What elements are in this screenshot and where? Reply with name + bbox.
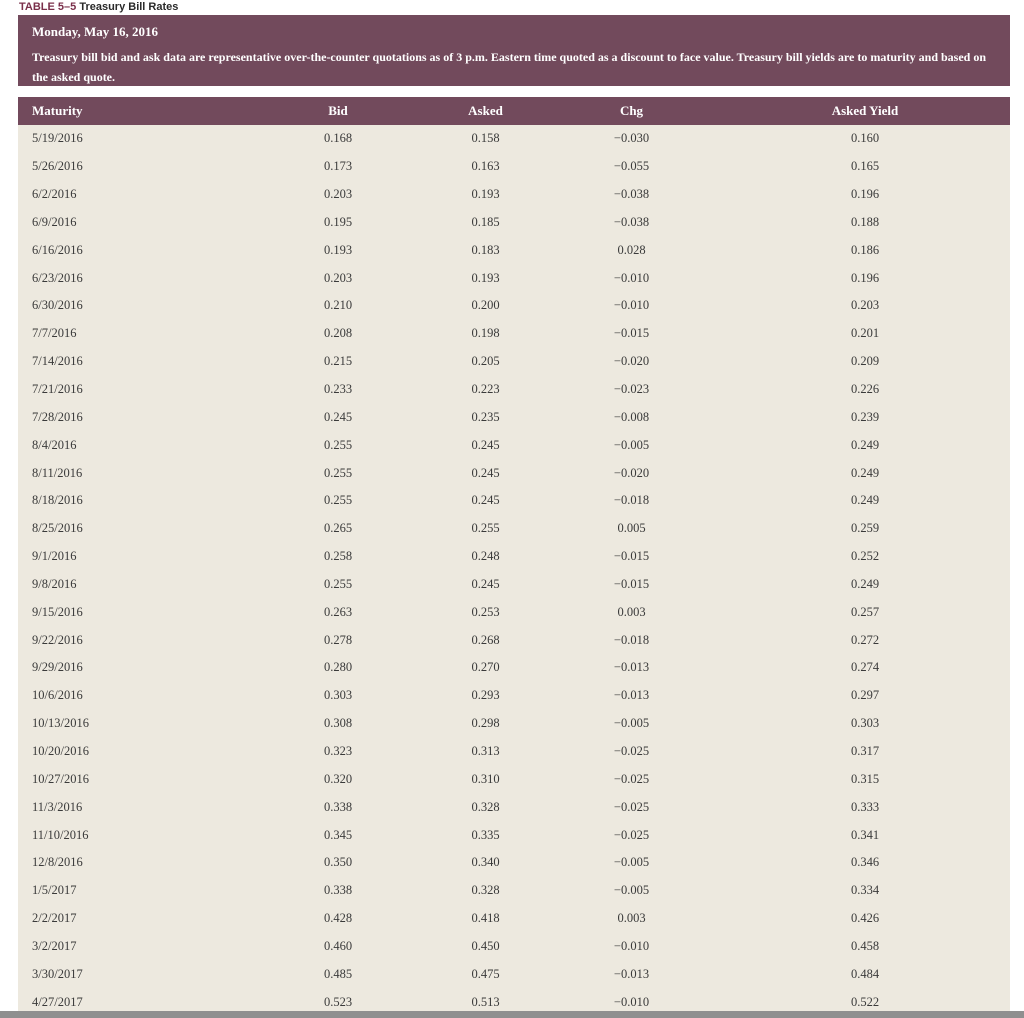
cell-bid: 0.338 <box>323 883 353 898</box>
cell-maturity: 7/28/2016 <box>32 409 83 424</box>
cell-bid: 0.278 <box>323 632 353 647</box>
cell-chg: −0.023 <box>613 382 650 397</box>
cell-maturity: 5/19/2016 <box>32 131 83 146</box>
cell-bid: 0.485 <box>323 966 353 981</box>
cell-asked-yield: 0.186 <box>850 242 880 257</box>
cell-asked-yield: 0.249 <box>850 493 880 508</box>
cell-asked: 0.475 <box>471 966 500 981</box>
table-row <box>18 459 1010 487</box>
cell-asked-yield: 0.522 <box>850 994 880 1009</box>
cell-chg: 0.005 <box>617 521 646 536</box>
cell-asked-yield: 0.334 <box>850 883 880 898</box>
cell-asked: 0.513 <box>471 994 500 1009</box>
cell-asked-yield: 0.484 <box>850 966 880 981</box>
cell-asked-yield: 0.249 <box>850 465 880 480</box>
table-row <box>18 320 1010 348</box>
cell-asked: 0.193 <box>471 187 500 202</box>
table-row <box>18 765 1010 793</box>
cell-maturity: 4/27/2017 <box>32 994 83 1009</box>
cell-asked: 0.205 <box>471 354 500 369</box>
column-header-chg: Chg <box>543 97 720 125</box>
cell-bid: 0.338 <box>323 799 353 814</box>
cell-asked-yield: 0.209 <box>850 354 880 369</box>
cell-asked: 0.328 <box>471 883 500 898</box>
cell-asked: 0.183 <box>471 242 500 257</box>
cell-asked-yield: 0.226 <box>850 382 880 397</box>
cell-bid: 0.173 <box>323 159 353 174</box>
table-row <box>18 153 1010 181</box>
table-row <box>18 793 1010 821</box>
table-caption <box>19 0 178 14</box>
page-bottom-edge <box>0 1011 1024 1018</box>
cell-bid: 0.255 <box>323 576 353 591</box>
cell-bid: 0.193 <box>323 242 353 257</box>
cell-chg: −0.005 <box>613 716 650 731</box>
column-header-asked: Asked <box>428 97 543 125</box>
cell-chg: −0.025 <box>613 827 650 842</box>
cell-asked: 0.253 <box>471 604 500 619</box>
table-row <box>18 626 1010 654</box>
cell-chg: −0.020 <box>613 465 650 480</box>
table-body <box>18 125 1010 1012</box>
quote-date: Monday, May 16, 2016 <box>32 24 159 39</box>
cell-chg: −0.015 <box>613 549 650 564</box>
table-row <box>18 821 1010 849</box>
cell-bid: 0.350 <box>323 855 353 870</box>
cell-chg: −0.005 <box>613 437 650 452</box>
cell-asked-yield: 0.458 <box>850 938 880 953</box>
cell-maturity: 10/13/2016 <box>32 716 89 731</box>
table-row <box>18 571 1010 599</box>
cell-maturity: 9/8/2016 <box>32 576 77 591</box>
cell-asked: 0.248 <box>471 549 500 564</box>
cell-asked-yield: 0.346 <box>850 855 880 870</box>
cell-chg: −0.010 <box>613 298 650 313</box>
cell-maturity: 6/16/2016 <box>32 242 83 257</box>
cell-asked: 0.158 <box>471 131 500 146</box>
table-row <box>18 932 1010 960</box>
cell-maturity: 6/9/2016 <box>32 214 77 229</box>
cell-chg: −0.055 <box>613 159 650 174</box>
cell-asked: 0.268 <box>471 632 500 647</box>
cell-maturity: 2/2/2017 <box>32 911 77 926</box>
cell-asked: 0.200 <box>471 298 500 313</box>
cell-asked-yield: 0.252 <box>850 549 880 564</box>
table-title: Treasury Bill Rates <box>79 1 179 13</box>
cell-maturity: 10/27/2016 <box>32 771 89 786</box>
cell-bid: 0.255 <box>323 493 353 508</box>
cell-chg: −0.013 <box>613 966 650 981</box>
cell-asked: 0.193 <box>471 270 500 285</box>
cell-asked-yield: 0.426 <box>850 911 880 926</box>
cell-asked: 0.245 <box>471 576 500 591</box>
table-row <box>18 236 1010 264</box>
table-header-box <box>18 15 1010 86</box>
table-row <box>18 209 1010 237</box>
cell-maturity: 11/3/2016 <box>32 799 83 814</box>
treasury-bill-table <box>18 97 1010 1012</box>
cell-chg: 0.003 <box>617 604 646 619</box>
cell-asked: 0.235 <box>471 409 500 424</box>
cell-bid: 0.345 <box>323 827 353 842</box>
cell-bid: 0.210 <box>323 298 353 313</box>
cell-asked: 0.310 <box>471 771 500 786</box>
cell-maturity: 8/25/2016 <box>32 521 83 536</box>
table-row <box>18 515 1010 543</box>
cell-bid: 0.303 <box>323 688 353 703</box>
cell-asked: 0.223 <box>471 382 500 397</box>
cell-asked-yield: 0.274 <box>850 660 880 675</box>
table-row <box>18 877 1010 905</box>
cell-asked-yield: 0.203 <box>850 298 880 313</box>
cell-asked-yield: 0.196 <box>850 270 880 285</box>
cell-maturity: 9/29/2016 <box>32 660 83 675</box>
cell-asked-yield: 0.333 <box>850 799 880 814</box>
cell-maturity: 12/8/2016 <box>32 855 83 870</box>
cell-maturity: 8/11/2016 <box>32 465 83 480</box>
header-row <box>18 97 1010 125</box>
cell-asked: 0.245 <box>471 465 500 480</box>
cell-chg: −0.018 <box>613 632 650 647</box>
cell-maturity: 9/1/2016 <box>32 549 77 564</box>
cell-bid: 0.203 <box>323 187 353 202</box>
cell-maturity: 11/10/2016 <box>32 827 89 842</box>
table-row <box>18 403 1010 431</box>
cell-bid: 0.460 <box>323 938 353 953</box>
cell-bid: 0.255 <box>323 465 353 480</box>
cell-chg: −0.008 <box>613 409 650 424</box>
table-row <box>18 125 1010 153</box>
cell-maturity: 6/2/2016 <box>32 187 77 202</box>
cell-asked: 0.298 <box>471 716 500 731</box>
cell-chg: −0.038 <box>613 214 650 229</box>
cell-asked: 0.185 <box>471 214 500 229</box>
cell-asked: 0.418 <box>471 911 500 926</box>
cell-maturity: 3/30/2017 <box>32 966 83 981</box>
table-row <box>18 181 1010 209</box>
cell-asked-yield: 0.297 <box>850 688 880 703</box>
cell-asked: 0.245 <box>471 437 500 452</box>
table-row <box>18 264 1010 292</box>
table-row <box>18 598 1010 626</box>
column-header-maturity: Maturity <box>18 97 248 125</box>
cell-asked: 0.163 <box>471 159 500 174</box>
table-row <box>18 487 1010 515</box>
cell-chg: −0.015 <box>613 576 650 591</box>
cell-asked-yield: 0.201 <box>850 326 880 341</box>
table-row <box>18 960 1010 988</box>
cell-chg: −0.010 <box>613 270 650 285</box>
cell-bid: 0.308 <box>323 716 353 731</box>
cell-chg: −0.020 <box>613 354 650 369</box>
cell-maturity: 9/22/2016 <box>32 632 83 647</box>
cell-maturity: 10/6/2016 <box>32 688 83 703</box>
table-row <box>18 849 1010 877</box>
table-row <box>18 431 1010 459</box>
table-row <box>18 738 1010 766</box>
cell-bid: 0.233 <box>323 382 353 397</box>
cell-chg: −0.030 <box>613 131 650 146</box>
cell-asked-yield: 0.160 <box>850 131 880 146</box>
cell-asked: 0.340 <box>471 855 500 870</box>
cell-bid: 0.428 <box>323 911 353 926</box>
cell-chg: −0.005 <box>613 883 650 898</box>
cell-bid: 0.258 <box>323 549 353 564</box>
cell-asked: 0.328 <box>471 799 500 814</box>
cell-asked-yield: 0.249 <box>850 437 880 452</box>
table-row <box>18 348 1010 376</box>
cell-chg: −0.038 <box>613 187 650 202</box>
cell-chg: −0.013 <box>613 660 650 675</box>
table-row <box>18 710 1010 738</box>
cell-chg: 0.028 <box>617 242 646 257</box>
cell-bid: 0.203 <box>323 270 353 285</box>
cell-maturity: 7/14/2016 <box>32 354 83 369</box>
cell-bid: 0.215 <box>323 354 353 369</box>
cell-chg: 0.003 <box>617 911 646 926</box>
cell-asked: 0.255 <box>471 521 500 536</box>
cell-bid: 0.245 <box>323 409 353 424</box>
cell-maturity: 1/5/2017 <box>32 883 77 898</box>
cell-maturity: 9/15/2016 <box>32 604 83 619</box>
cell-chg: −0.010 <box>613 938 650 953</box>
cell-asked-yield: 0.249 <box>850 576 880 591</box>
quote-note: Treasury bill bid and ask data are representative over-the-counter quotations as of 3 p.m. Eastern time quoted as a discount to face value. Treasury bill yields are to maturity and based on the asked quote. <box>32 50 987 84</box>
cell-maturity: 10/20/2016 <box>32 743 89 758</box>
cell-chg: −0.025 <box>613 743 650 758</box>
cell-chg: −0.010 <box>613 994 650 1009</box>
table-number: TABLE 5–5 <box>19 1 77 13</box>
table-row <box>18 543 1010 571</box>
cell-asked-yield: 0.239 <box>850 409 880 424</box>
cell-bid: 0.523 <box>323 994 353 1009</box>
cell-asked-yield: 0.315 <box>850 771 880 786</box>
cell-bid: 0.208 <box>323 326 353 341</box>
cell-maturity: 7/21/2016 <box>32 382 83 397</box>
cell-asked: 0.293 <box>471 688 500 703</box>
table-row <box>18 654 1010 682</box>
cell-maturity: 6/30/2016 <box>32 298 83 313</box>
cell-chg: −0.005 <box>613 855 650 870</box>
cell-bid: 0.195 <box>323 214 353 229</box>
cell-chg: −0.025 <box>613 771 650 786</box>
cell-asked: 0.450 <box>471 938 500 953</box>
table-row <box>18 905 1010 933</box>
cell-asked: 0.313 <box>471 743 500 758</box>
cell-maturity: 8/4/2016 <box>32 437 77 452</box>
cell-asked: 0.335 <box>471 827 500 842</box>
cell-chg: −0.015 <box>613 326 650 341</box>
cell-asked-yield: 0.188 <box>850 214 880 229</box>
table-row <box>18 292 1010 320</box>
cell-chg: −0.025 <box>613 799 650 814</box>
cell-asked-yield: 0.303 <box>850 716 880 731</box>
cell-bid: 0.280 <box>323 660 353 675</box>
cell-asked: 0.270 <box>471 660 500 675</box>
cell-bid: 0.263 <box>323 604 353 619</box>
cell-asked-yield: 0.341 <box>850 827 880 842</box>
cell-asked-yield: 0.165 <box>850 159 880 174</box>
column-header-bid: Bid <box>248 97 428 125</box>
cell-maturity: 3/2/2017 <box>32 938 77 953</box>
cell-asked-yield: 0.259 <box>850 521 880 536</box>
cell-bid: 0.265 <box>323 521 353 536</box>
cell-chg: −0.013 <box>613 688 650 703</box>
cell-chg: −0.018 <box>613 493 650 508</box>
cell-bid: 0.255 <box>323 437 353 452</box>
cell-maturity: 5/26/2016 <box>32 159 83 174</box>
cell-bid: 0.320 <box>323 771 353 786</box>
cell-maturity: 6/23/2016 <box>32 270 83 285</box>
cell-asked-yield: 0.257 <box>850 604 880 619</box>
cell-asked: 0.245 <box>471 493 500 508</box>
rates-table-container <box>18 97 1010 1012</box>
cell-asked-yield: 0.317 <box>850 743 880 758</box>
table-row <box>18 376 1010 404</box>
cell-bid: 0.323 <box>323 743 353 758</box>
table-row <box>18 682 1010 710</box>
column-header-asked-yield: Asked Yield <box>720 97 1010 125</box>
cell-asked: 0.198 <box>471 326 500 341</box>
cell-maturity: 8/18/2016 <box>32 493 83 508</box>
cell-asked-yield: 0.196 <box>850 187 880 202</box>
cell-maturity: 7/7/2016 <box>32 326 77 341</box>
cell-bid: 0.168 <box>323 131 353 146</box>
table-row <box>18 988 1010 1012</box>
cell-asked-yield: 0.272 <box>850 632 880 647</box>
